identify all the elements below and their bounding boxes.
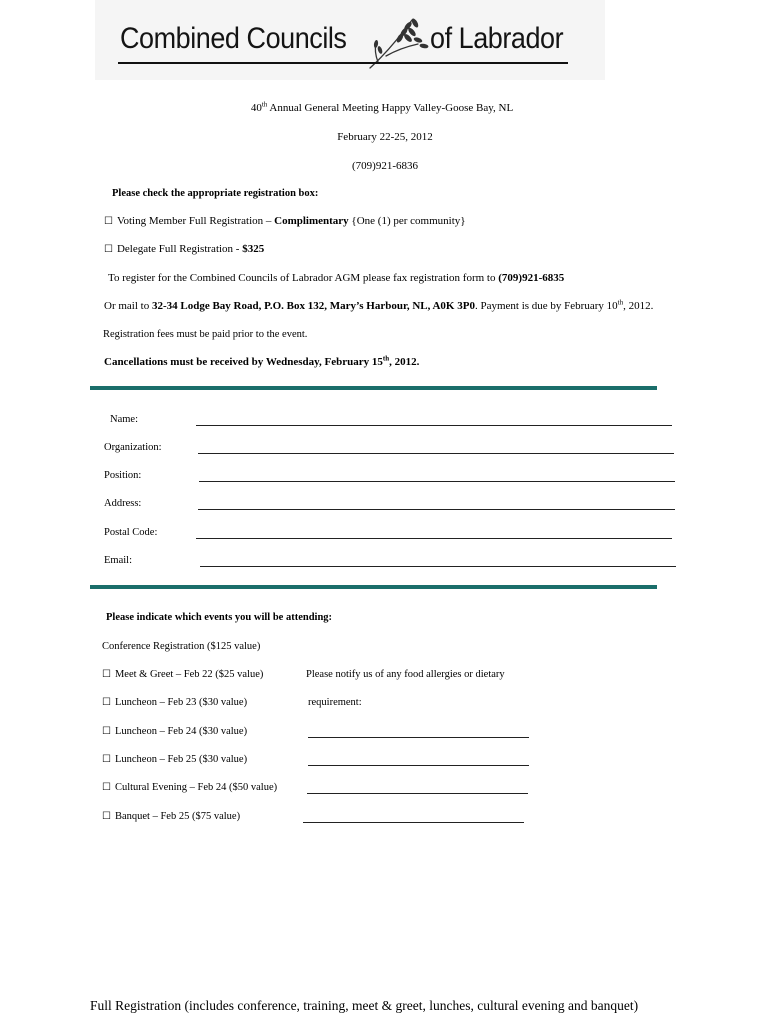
logo-underline xyxy=(118,62,568,64)
email-field[interactable] xyxy=(200,566,676,567)
event-banquet[interactable]: ☐ Banquet – Feb 25 ($75 value) xyxy=(102,811,241,822)
section-divider xyxy=(90,585,657,589)
meeting-dates: February 22-25, 2012 xyxy=(337,131,433,143)
checkbox-icon[interactable]: ☐ xyxy=(102,669,111,680)
mail-instruction: Or mail to 32-34 Lodge Bay Road, P.O. Box 132, Mary’s Harbour, NL, A0K 3P0. Payment is due by February 10th, 2012. xyxy=(104,298,654,312)
event-cultural-evening[interactable]: ☐ Cultural Evening – Feb 24 ($50 value) xyxy=(102,782,278,793)
address-field[interactable] xyxy=(198,509,675,510)
footer-note: Full Registration (includes conference, training, meet & greet, lunches, cultural evening and banquet) xyxy=(90,998,639,1013)
email-label: Email: xyxy=(104,555,132,566)
organization-field[interactable] xyxy=(198,453,674,454)
allergy-note: Please notify us of any food allergies or dietary xyxy=(306,669,505,680)
checkbox-icon[interactable]: ☐ xyxy=(102,726,111,737)
fees-note: Registration fees must be paid prior to the event. xyxy=(103,329,308,340)
event-luncheon-feb24[interactable]: ☐ Luncheon – Feb 24 ($30 value) xyxy=(102,726,248,737)
logo-right-text: of Labrador xyxy=(430,22,564,55)
meeting-phone: (709)921-6836 xyxy=(352,160,418,172)
name-field[interactable] xyxy=(196,425,672,426)
checkbox-icon[interactable]: ☐ xyxy=(104,244,113,255)
allergy-line[interactable] xyxy=(307,793,528,794)
postal-code-field[interactable] xyxy=(196,538,672,539)
position-label: Position: xyxy=(104,470,142,481)
event-luncheon-feb23[interactable]: ☐ Luncheon – Feb 23 ($30 value) xyxy=(102,697,248,708)
logo-left-text: Combined Councils xyxy=(120,22,347,55)
meeting-title: 40th Annual General Meeting Happy Valley-Goose Bay, NL xyxy=(250,100,514,114)
postal-code-label: Postal Code: xyxy=(104,527,158,538)
checkbox-icon[interactable]: ☐ xyxy=(102,697,111,708)
organization-label: Organization: xyxy=(104,442,162,453)
event-meet-greet[interactable]: ☐ Meet & Greet – Feb 22 ($25 value) xyxy=(102,669,264,680)
event-luncheon-feb25[interactable]: ☐ Luncheon – Feb 25 ($30 value) xyxy=(102,754,248,765)
option-delegate[interactable]: ☐ Delegate Full Registration - $325 xyxy=(104,243,265,255)
events-heading: Please indicate which events you will be attending: xyxy=(106,612,333,623)
name-label: Name: xyxy=(110,414,138,425)
allergy-line[interactable] xyxy=(308,765,529,766)
checkbox-icon[interactable]: ☐ xyxy=(102,811,111,822)
cancellation-note: Cancellations must be received by Wednesday, February 15th, 2012. xyxy=(104,354,420,368)
address-label: Address: xyxy=(104,498,142,509)
fax-instruction: To register for the Combined Councils of Labrador AGM please fax registration form to (709)921-6835 xyxy=(108,272,565,284)
allergy-line[interactable] xyxy=(303,822,524,823)
checkbox-icon[interactable]: ☐ xyxy=(102,782,111,793)
allergy-note-requirement: requirement: xyxy=(308,697,362,708)
checkbox-icon[interactable]: ☐ xyxy=(104,216,113,227)
allergy-line[interactable] xyxy=(308,737,529,738)
checkbox-icon[interactable]: ☐ xyxy=(102,754,111,765)
position-field[interactable] xyxy=(199,481,675,482)
conference-registration: Conference Registration ($125 value) xyxy=(102,641,261,652)
option-voting-member[interactable]: ☐ Voting Member Full Registration – Complimentary {One (1) per community} xyxy=(104,215,466,227)
registration-instruction: Please check the appropriate registration box: xyxy=(112,188,319,199)
section-divider xyxy=(90,386,657,390)
